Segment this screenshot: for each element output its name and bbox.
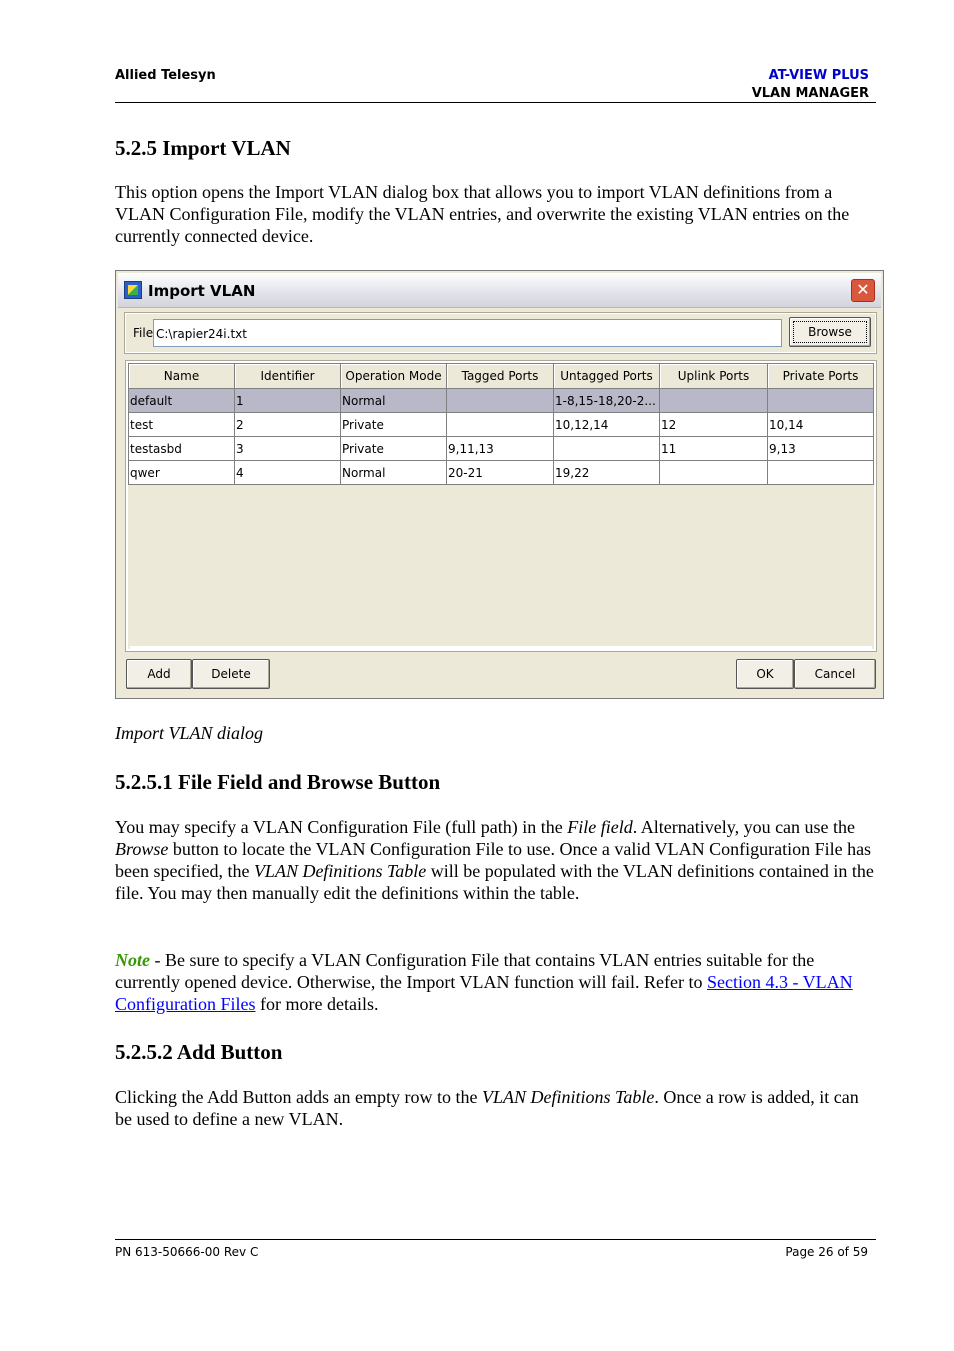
text-run: will be populated with the VLAN definitions contained in the file. You may then manually edit the definitions within the table. (115, 861, 874, 903)
footer-rule (115, 1239, 876, 1240)
emphasis-browse: Browse (115, 839, 169, 859)
column-header[interactable]: Operation Mode (341, 364, 447, 389)
table-cell[interactable]: Private (341, 413, 447, 437)
table-cell[interactable]: 3 (235, 437, 341, 461)
note-paragraph (115, 949, 875, 1015)
file-field[interactable]: C:\rapier24i.txt (153, 319, 782, 347)
table-cell[interactable]: test (129, 413, 235, 437)
column-header[interactable]: Identifier (235, 364, 341, 389)
dialog-title: Import VLAN (148, 282, 256, 300)
file-panel (125, 313, 876, 353)
text-run: for more details. (255, 994, 379, 1014)
table-row[interactable] (129, 437, 874, 461)
delete-button[interactable]: Delete (192, 659, 270, 689)
ok-button[interactable]: OK (736, 659, 794, 689)
table-cell[interactable] (768, 389, 874, 413)
figure-caption: Import VLAN dialog (115, 723, 264, 743)
section-title-import-vlan: 5.2.5 Import VLAN (115, 136, 291, 160)
table-bottom-edge (130, 646, 872, 649)
table-cell[interactable] (768, 461, 874, 485)
column-header[interactable]: Private Ports (768, 364, 874, 389)
table-cell[interactable]: 1-8,15-18,20-2... (554, 389, 660, 413)
table-cell[interactable]: 10,12,14 (554, 413, 660, 437)
table-cell[interactable] (660, 389, 768, 413)
note-label: Note (115, 950, 150, 970)
table-cell[interactable]: 1 (235, 389, 341, 413)
column-header[interactable]: Uplink Ports (660, 364, 768, 389)
table-cell[interactable] (660, 461, 768, 485)
close-icon[interactable]: ✕ (851, 279, 875, 302)
table-cell[interactable]: 9,11,13 (447, 437, 554, 461)
header-product: AT-VIEW PLUS (768, 68, 869, 83)
file-label: File (133, 326, 154, 340)
header-company: Allied Telesyn (115, 68, 216, 83)
table-cell[interactable]: 11 (660, 437, 768, 461)
header-module: VLAN MANAGER (751, 86, 869, 101)
column-header[interactable]: Tagged Ports (447, 364, 554, 389)
import-vlan-dialog (115, 270, 884, 699)
emphasis-vlan-table: VLAN Definitions Table (253, 861, 427, 881)
text-run: Clicking the Add Button adds an empty row to the (115, 1087, 482, 1107)
vlan-definitions-table (126, 361, 876, 651)
text-run: You may specify a VLAN Configuration File (full path) in the (115, 817, 568, 837)
browse-button[interactable]: Browse (789, 317, 871, 347)
table-cell[interactable]: 19,22 (554, 461, 660, 485)
table-cell[interactable] (447, 389, 554, 413)
table-cell[interactable] (447, 413, 554, 437)
table-cell[interactable]: 2 (235, 413, 341, 437)
table-cell[interactable]: 20-21 (447, 461, 554, 485)
add-button[interactable]: Add (126, 659, 192, 689)
cancel-button[interactable]: Cancel (794, 659, 876, 689)
app-icon (124, 281, 142, 299)
table-cell[interactable]: 12 (660, 413, 768, 437)
table-cell[interactable]: Normal (341, 461, 447, 485)
add-button-paragraph (115, 1086, 875, 1130)
dialog-titlebar (118, 273, 881, 308)
table-cell[interactable] (554, 437, 660, 461)
section-title-add-button: 5.2.5.2 Add Button (115, 1040, 283, 1064)
table-row[interactable] (129, 461, 874, 485)
table-cell[interactable]: Normal (341, 389, 447, 413)
file-field-paragraph (115, 816, 875, 904)
text-run: button to locate the VLAN Configuration File to use. Once a valid VLAN Configuration File has been specified, the (115, 839, 872, 881)
footer-page-number: Page 26 of 59 (785, 1245, 868, 1259)
emphasis-vlan-table: VLAN Definitions Table (481, 1087, 655, 1107)
table-cell[interactable]: 10,14 (768, 413, 874, 437)
header-rule (115, 102, 876, 103)
emphasis-file-field: File field (567, 817, 633, 837)
column-header[interactable]: Untagged Ports (554, 364, 660, 389)
table-cell[interactable]: qwer (129, 461, 235, 485)
footer-part-number: PN 613-50666-00 Rev C (115, 1245, 259, 1259)
section-4-3-link[interactable]: Section 4.3 - VLAN Configuration Files (115, 972, 853, 1014)
table-cell[interactable]: testasbd (129, 437, 235, 461)
table-cell[interactable]: default (129, 389, 235, 413)
table-row[interactable] (129, 413, 874, 437)
column-header[interactable]: Name (129, 364, 235, 389)
table-row[interactable] (129, 389, 874, 413)
text-run: . Once a row is added, it can be used to define a new VLAN. (115, 1087, 859, 1129)
text-run: - Be sure to specify a VLAN Configuration File that contains VLAN entries suitable for the currently opened device. Otherwise, the Import VLAN function will fail. Refer to (115, 950, 815, 992)
text-run: . Alternatively, you can use the (632, 817, 856, 837)
intro-paragraph: This option opens the Import VLAN dialog box that allows you to import VLAN definitions from a VLAN Configuration File, modify the VLAN entries, and overwrite the existing VLAN entries on the currently connected device. (115, 182, 850, 246)
section-title-file-field: 5.2.5.1 File Field and Browse Button (115, 770, 441, 794)
table-cell[interactable]: Private (341, 437, 447, 461)
table-cell[interactable]: 9,13 (768, 437, 874, 461)
table-cell[interactable]: 4 (235, 461, 341, 485)
